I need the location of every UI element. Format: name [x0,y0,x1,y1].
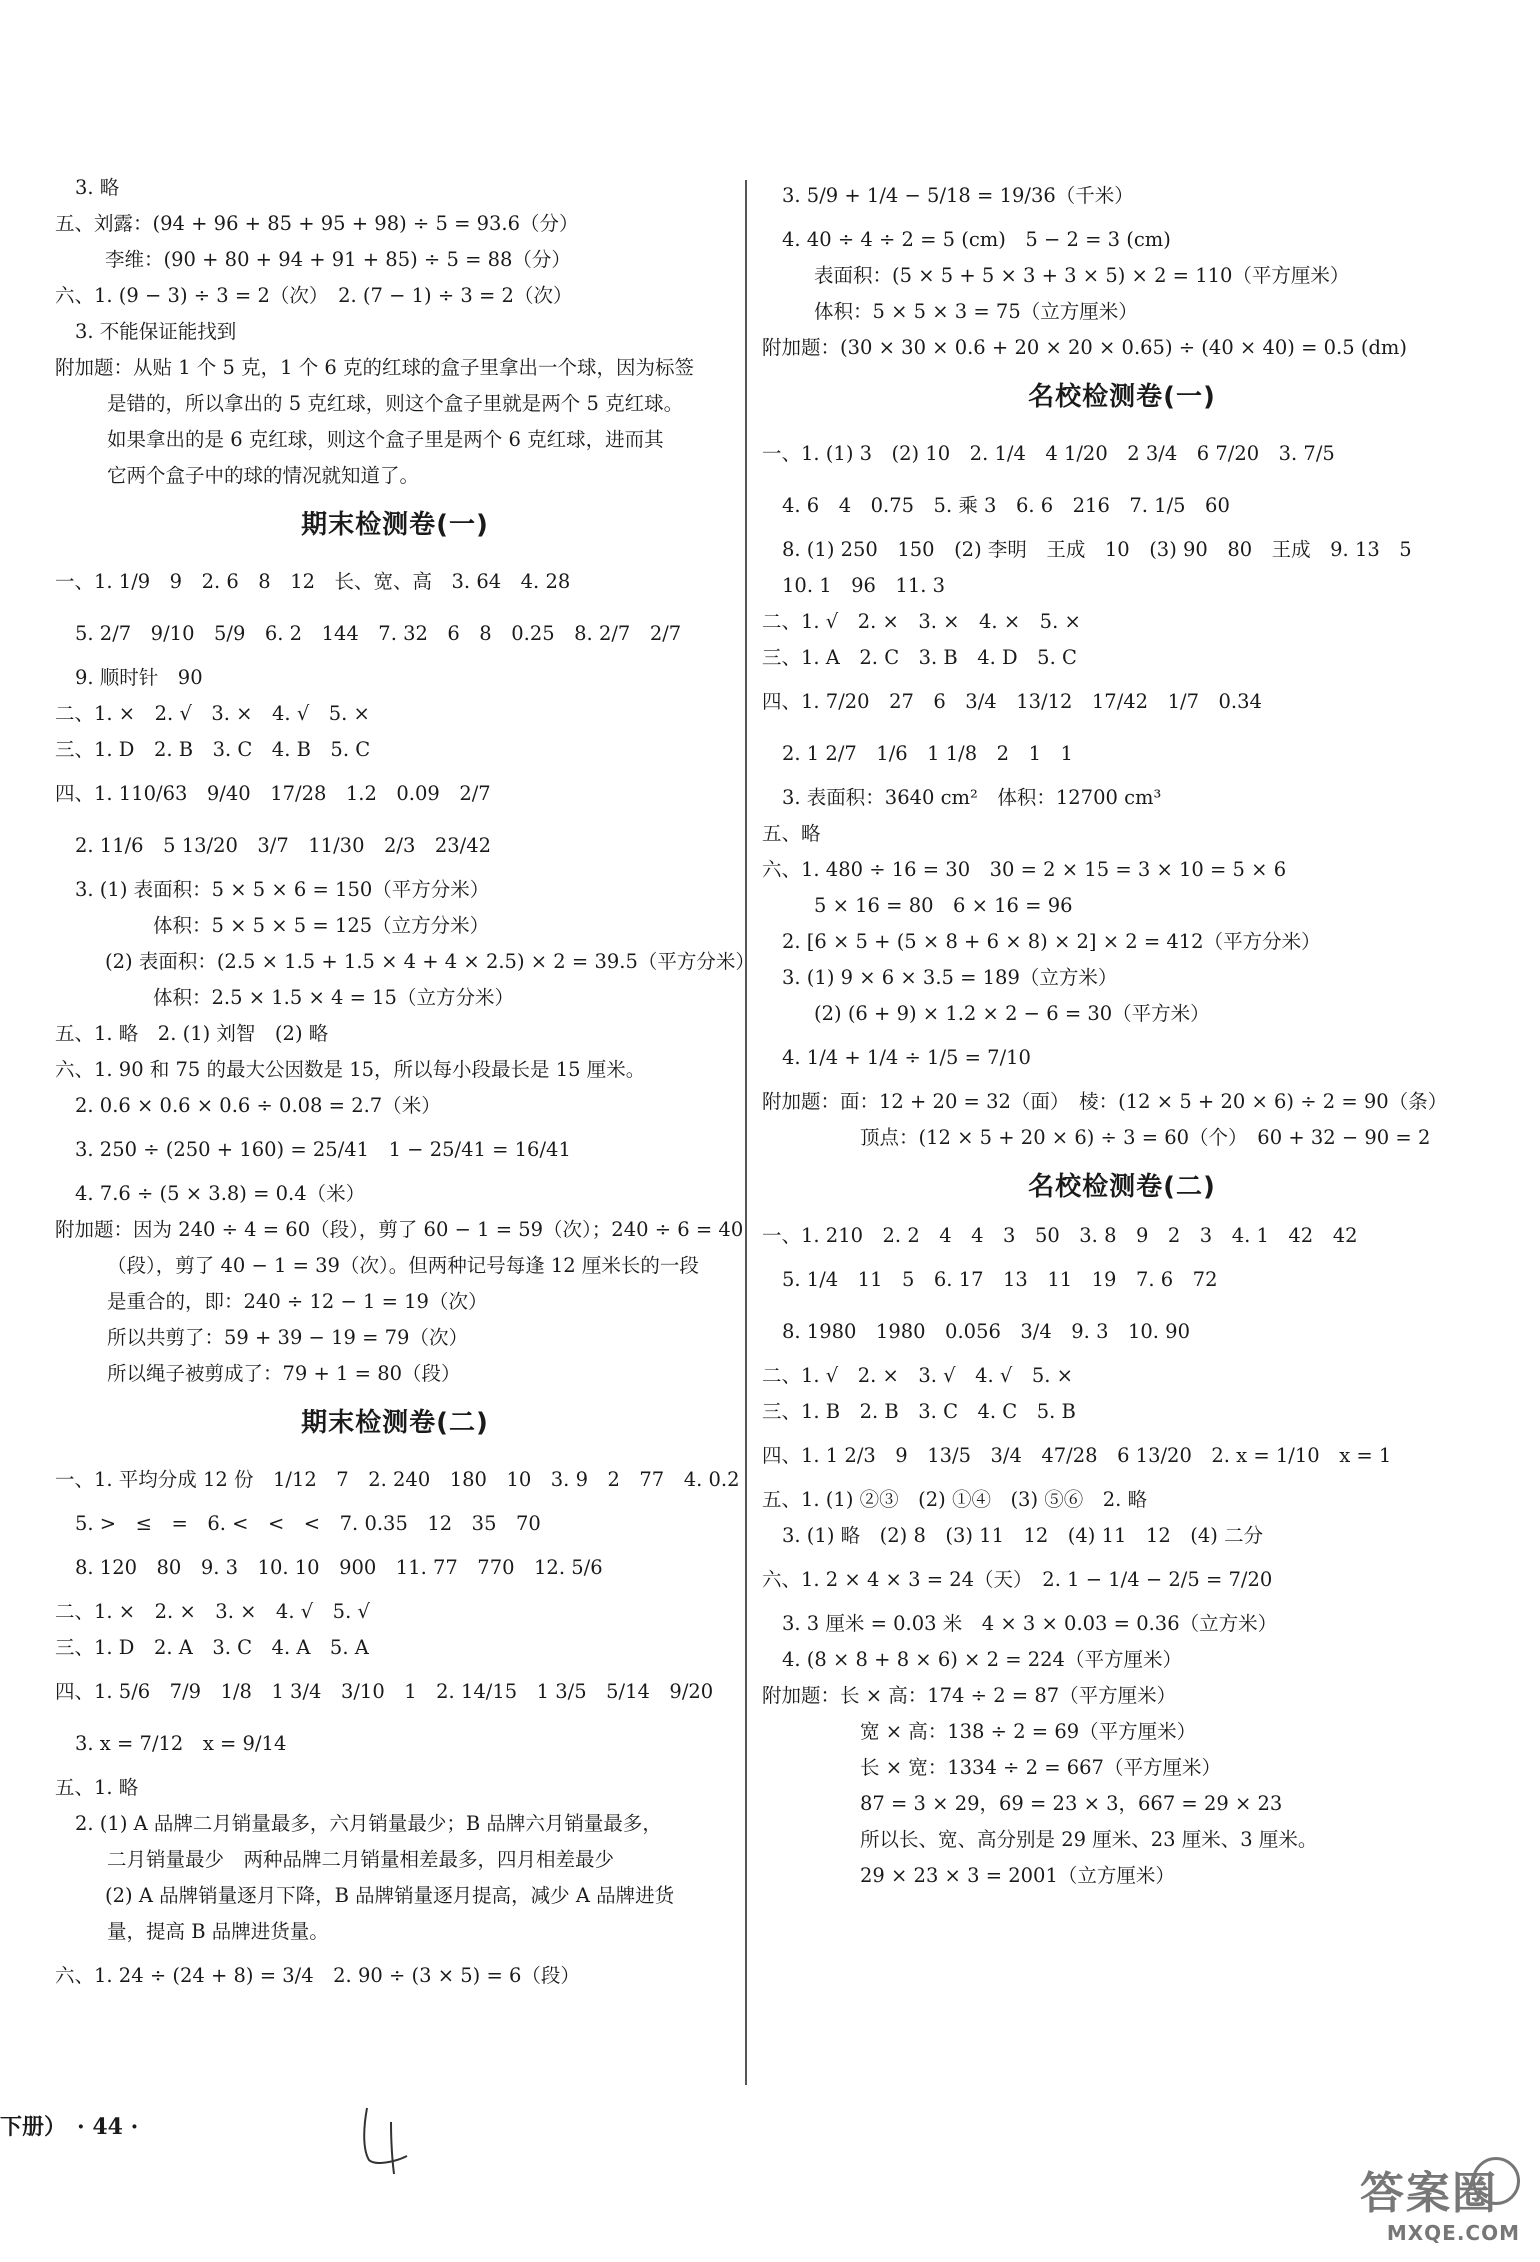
answer-line: 表面积：(5 × 5 + 5 × 3 + 3 × 5) × 2 = 110（平方厘米） [814,264,1350,287]
watermark [1360,2157,1520,2252]
answer-line: 5 × 16 = 80 6 × 16 = 96 [814,894,1073,917]
watermark-logo: 答案圈 [1360,2168,1498,2219]
answer-line: 3. 不能保证能找到 [75,320,237,343]
answer-line: 六、1. 480 ÷ 16 = 30 30 = 2 × 15 = 3 × 10 = 5 × 6 [762,858,1287,881]
answer-line: 4. 1/4 + 1/4 ÷ 1/5 = 7/10 [782,1046,1031,1069]
section-title: 名校检测卷(一) [1028,382,1216,412]
answer-line: (2) (6 + 9) × 1.2 × 2 − 6 = 30（平方米） [814,1002,1210,1025]
answer-line: 所以绳子被剪成了：79 + 1 = 80（段） [107,1362,461,1385]
answer-line: 所以长、宽、高分别是 29 厘米、23 厘米、3 厘米。 [860,1828,1318,1851]
answer-line: 附加题：长 × 高：174 ÷ 2 = 87（平方厘米） [762,1684,1177,1707]
answer-line: 三、1. B 2. B 3. C 4. C 5. B [762,1400,1076,1423]
answer-line: 二、1. × 2. × 3. × 4. √ 5. √ [55,1600,370,1623]
answer-line: 3. x = 7/12 x = 9/14 [75,1732,287,1755]
answer-line: 六、1. 90 和 75 的最大公因数是 15，所以每小段最长是 15 厘米。 [55,1058,646,1081]
answer-line: 二、1. √ 2. × 3. √ 4. √ 5. × [762,1364,1073,1387]
column-divider [745,180,747,2085]
answer-line: 3. 略 [75,176,120,199]
answer-line: 一、1. 平均分成 12 份 1/12 7 2. 240 180 10 3. 9 2 77 4. 0.2 [55,1468,740,1491]
answer-line: 三、1. D 2. B 3. C 4. B 5. C [55,738,371,761]
answer-line: 4. 6 4 0.75 5. 乘 3 6. 6 216 7. 1/5 60 [782,494,1230,517]
answer-line: 3. (1) 略 (2) 8 (3) 11 12 (4) 11 12 (4) 二分 [782,1524,1264,1547]
answer-line: 10. 1 96 11. 3 [782,574,946,597]
answer-line: 2. 1 2/7 1/6 1 1/8 2 1 1 [782,742,1073,765]
answer-line: 3. 250 ÷ (250 + 160) = 25/41 1 − 25/41 = 16/41 [75,1138,571,1161]
answer-line: 四、1. 7/20 27 6 3/4 13/12 17/42 1/7 0.34 [762,690,1262,713]
section-title: 期末检测卷(一) [301,510,489,540]
page-footer: 下册） · 44 · [0,2114,139,2140]
answer-line: 5. 2/7 9/10 5/9 6. 2 144 7. 32 6 8 0.25 8. 2/7 2/7 [75,622,682,645]
answer-line: 一、1. 1/9 9 2. 6 8 12 长、宽、高 3. 64 4. 28 [55,570,571,593]
answer-line: 9. 顺时针 90 [75,666,203,689]
answer-line: 8. (1) 250 150 (2) 李明 王成 10 (3) 90 80 王成 9. 13 5 [782,538,1412,561]
answer-line: 六、1. 24 ÷ (24 + 8) = 3/4 2. 90 ÷ (3 × 5) = 6（段） [55,1964,580,1987]
answer-line: 六、1. (9 − 3) ÷ 3 = 2（次） 2. (7 − 1) ÷ 3 = 2（次） [55,284,573,307]
answer-line: 二、1. √ 2. × 3. × 4. × 5. × [762,610,1081,633]
answer-line: 2. (1) A 品牌二月销量最多，六月销量最少；B 品牌六月销量最多， [75,1812,662,1835]
answer-line: 是重合的，即：240 ÷ 12 − 1 = 19（次） [107,1290,488,1313]
answer-line: 四、1. 110/63 9/40 17/28 1.2 0.09 2/7 [55,782,491,805]
answer-line: (2) 表面积：(2.5 × 1.5 + 1.5 × 4 + 4 × 2.5) × 2 = 39.5（平方分米） [105,950,755,973]
watermark-badge [1472,2157,1520,2205]
answer-line: 4. 7.6 ÷ (5 × 3.8) = 0.4（米） [75,1182,366,1205]
answer-line: 体积：5 × 5 × 5 = 125（立方分米） [153,914,490,937]
section-title: 名校检测卷(二) [1028,1172,1216,1202]
answer-line: 附加题：面：12 + 20 = 32（面） 棱：(12 × 5 + 20 × 6) ÷ 2 = 90（条） [762,1090,1448,1113]
answer-line: 二、1. × 2. √ 3. × 4. √ 5. × [55,702,370,725]
answer-line: 8. 120 80 9. 3 10. 10 900 11. 77 770 12. 5/6 [75,1556,603,1579]
answer-line: 五、1. 略 2. (1) 刘智 (2) 略 [55,1022,329,1045]
answer-line: 3. 表面积：3640 cm² 体积：12700 cm³ [782,786,1162,809]
answer-line: 87 = 3 × 29，69 = 23 × 3，667 = 29 × 23 [860,1792,1283,1815]
answer-line: 长 × 宽：1334 ÷ 2 = 667（平方厘米） [860,1756,1221,1779]
answer-line: 五、1. 略 [55,1776,139,1799]
answer-line: 3. (1) 9 × 6 × 3.5 = 189（立方米） [782,966,1118,989]
answer-line: 5. > ≤ = 6. < < < 7. 0.35 12 35 70 [75,1512,541,1535]
answer-line: 8. 1980 1980 0.056 3/4 9. 3 10. 90 [782,1320,1190,1343]
answer-line: 宽 × 高：138 ÷ 2 = 69（平方厘米） [860,1720,1197,1743]
answer-line: 体积：5 × 5 × 3 = 75（立方厘米） [814,300,1138,323]
answer-line: 是错的，所以拿出的 5 克红球，则这个盒子里就是两个 5 克红球。 [107,392,684,415]
answer-line: 2. 11/6 5 13/20 3/7 11/30 2/3 23/42 [75,834,492,857]
answer-line: 三、1. A 2. C 3. B 4. D 5. C [762,646,1077,669]
answer-line: 3. 5/9 + 1/4 − 5/18 = 19/36（千米） [782,184,1134,207]
answer-line: 附加题：从贴 1 个 5 克，1 个 6 克的红球的盒子里拿出一个球，因为标签 [55,356,695,379]
answer-line: 3. (1) 表面积：5 × 5 × 6 = 150（平方分米） [75,878,490,901]
answer-line: 2. 0.6 × 0.6 × 0.6 ÷ 0.08 = 2.7（米） [75,1094,441,1117]
answer-line: 五、1. (1) ②③ (2) ①④ (3) ⑤⑥ 2. 略 [762,1488,1148,1511]
right-column [762,170,1482,1894]
section-title: 期末检测卷(二) [301,1408,489,1438]
answer-line: 五、略 [762,822,821,845]
answer-line: 顶点：(12 × 5 + 20 × 6) ÷ 3 = 60（个） 60 + 32 − 90 = 2 [860,1126,1431,1149]
answer-line: 附加题：(30 × 30 × 0.6 + 20 × 20 × 0.65) ÷ (40 × 40) = 0.5 (dm) [762,336,1408,359]
answer-line: 2. [6 × 5 + (5 × 8 + 6 × 8) × 2] × 2 = 412（平方分米） [782,930,1321,953]
answer-line: 附加题：因为 240 ÷ 4 = 60（段），剪了 60 − 1 = 59（次）；240 ÷ 6 = 40 [55,1218,744,1241]
answer-line: 六、1. 2 × 4 × 3 = 24（天） 2. 1 − 1/4 − 2/5 = 7/20 [762,1568,1273,1591]
answer-line: (2) A 品牌销量逐月下降，B 品牌销量逐月提高，减少 A 品牌进货 [105,1884,675,1907]
handwritten-mark [355,2100,415,2180]
answer-line: 四、1. 5/6 7/9 1/8 1 3/4 3/10 1 2. 14/15 1 3/5 5/14 9/20 [55,1680,714,1703]
answer-line: 量，提高 B 品牌进货量。 [107,1920,329,1943]
answer-line: 它两个盒子中的球的情况就知道了。 [107,464,420,487]
answer-line: 五、刘露：(94 + 96 + 85 + 95 + 98) ÷ 5 = 93.6（分） [55,212,579,235]
answer-line: 李维：(90 + 80 + 94 + 91 + 85) ÷ 5 = 88（分） [105,248,571,271]
answer-line: 三、1. D 2. A 3. C 4. A 5. A [55,1636,369,1659]
answer-line: 3. 3 厘米 = 0.03 米 4 × 3 × 0.03 = 0.36（立方米） [782,1612,1278,1635]
answer-line: （段），剪了 40 − 1 = 39（次）。但两种记号每逢 12 厘米长的一段 [107,1254,699,1277]
answer-line: 5. 1/4 11 5 6. 17 13 11 19 7. 6 72 [782,1268,1218,1291]
answer-line: 如果拿出的是 6 克红球，则这个盒子里是两个 6 克红球，进而其 [107,428,664,451]
answer-line: 所以共剪了：59 + 39 − 19 = 79（次） [107,1326,468,1349]
answer-line: 二月销量最少 两种品牌二月销量相差最多，四月相差最少 [107,1848,615,1871]
answer-line: 体积：2.5 × 1.5 × 4 = 15（立方分米） [153,986,514,1009]
answer-line: 一、1. 210 2. 2 4 4 3 50 3. 8 9 2 3 4. 1 42 42 [762,1224,1358,1247]
answer-line: 4. 40 ÷ 4 ÷ 2 = 5 (cm) 5 − 2 = 3 (cm) [782,228,1171,251]
left-column [55,170,755,2002]
answer-line: 一、1. (1) 3 (2) 10 2. 1/4 4 1/20 2 3/4 6 7/20 3. 7/5 [762,442,1335,465]
answer-line: 四、1. 1 2/3 9 13/5 3/4 47/28 6 13/20 2. x = 1/10 x = 1 [762,1444,1392,1467]
answer-line: 29 × 23 × 3 = 2001（立方厘米） [860,1864,1175,1887]
answer-line: 4. (8 × 8 + 8 × 6) × 2 = 224（平方厘米） [782,1648,1182,1671]
watermark-url: MXQE.COM [1386,2221,1520,2245]
